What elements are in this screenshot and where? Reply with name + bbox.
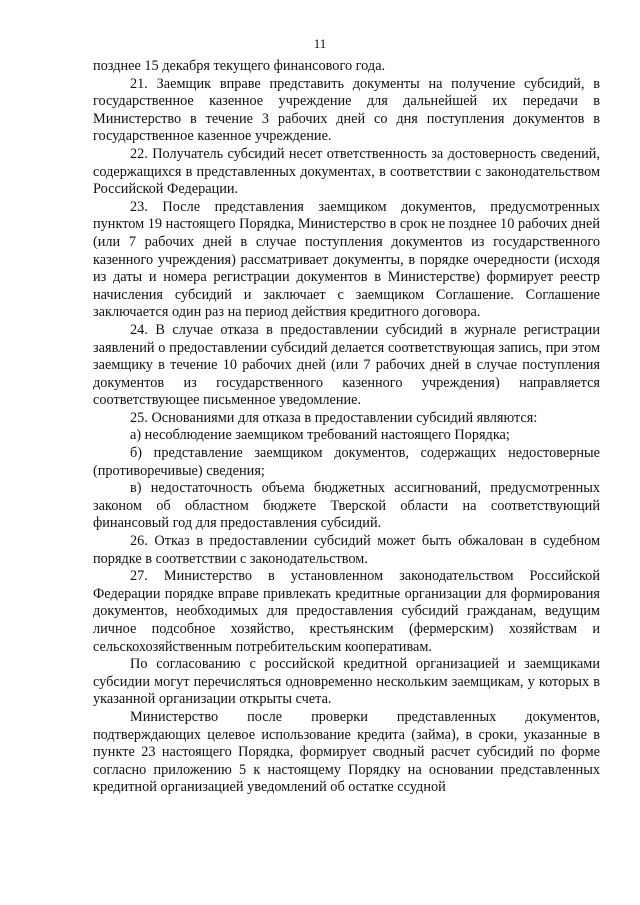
paragraph-26: 26. Отказ в предоставлении субсидий может быть обжалован в судебном порядке в соответствии с законодательством. xyxy=(93,533,600,567)
list-item-b: б) представление заемщиком документов, содержащих недостоверные (противоречивые) сведения; xyxy=(93,445,600,479)
page-number: 11 xyxy=(313,36,327,51)
list-item-v: в) недостаточность объема бюджетных ассигнований, предусмотренных законом об областном бюджете Тверской области на соответствующий финансовый год для предоставления субсидий. xyxy=(93,480,600,532)
paragraph-25: 25. Основаниями для отказа в предоставлении субсидий являются: xyxy=(130,409,538,426)
paragraph-24: 24. В случае отказа в предоставлении субсидий в журнале регистрации заявлений о предоставлении субсидий делается соответствующая запись, при этом заемщику в течение 10 рабочих дней (или 7 рабочих дней в случае поступления документов из государственного казенного учреждения) направляется соответствующее письменное уведомление. xyxy=(93,321,600,409)
paragraph-continuation: позднее 15 декабря текущего финансового года. xyxy=(93,58,386,74)
document-body xyxy=(93,58,600,797)
paragraph-ministry-check: Министерство после проверки представленных документов, подтверждающих целевое использование кредита (займа), в сроки, указанные в пункте 23 настоящего Порядка, формирует сводный расчет субсидий по форме согласно приложению 5 к настоящему Порядку на основании представленных кредитной организацией уведомлений об остатке ссудной xyxy=(93,708,600,796)
paragraph-23: 23. После представления заемщиком документов, предусмотренных пунктом 19 настоящего Порядка, Министерство в срок не позднее 10 рабочих дней (или 7 рабочих дней в случае поступления документов из государственного казенного учреждения) рассматривает документы, в порядке очередности (исходя из даты и номера регистрации документов в Министерстве) формирует реестр начисления субсидий и заключает с заемщиком Соглашение. Соглашение заключается один раз на период действия кредитного договора. xyxy=(93,198,600,321)
paragraph-22: 22. Получатель субсидий несет ответственность за достоверность сведений, содержащихся в представленных документах, в соответствии с законодательством Российской Федерации. xyxy=(93,145,600,198)
list-item-a: а) несоблюдение заемщиком требований настоящего Порядка; xyxy=(130,427,510,444)
paragraph-27: 27. Министерство в установленном законодательством Российской Федерации порядке вправе привлекать кредитные организации для формирования документов, необходимых для предоставления субсидий гражданам, ведущим личное подсобное хозяйство, крестьянским (фермерским) хозяйствам и сельскохозяйственным потребительским кооперативам. xyxy=(93,568,600,655)
paragraph-21: 21. Заемщик вправе представить документы на получение субсидий, в государственное казенное учреждение для дальнейшей их передачи в Министерство в течение 3 рабочих дней со дня поступления документов в государственное казенное учреждение. xyxy=(93,75,600,145)
paragraph-agreement: По согласованию с российской кредитной организацией и заемщиками субсидии могут перечисляться одновременно нескольким заемщикам, у которых в указанной организации открыты счета. xyxy=(93,656,600,708)
